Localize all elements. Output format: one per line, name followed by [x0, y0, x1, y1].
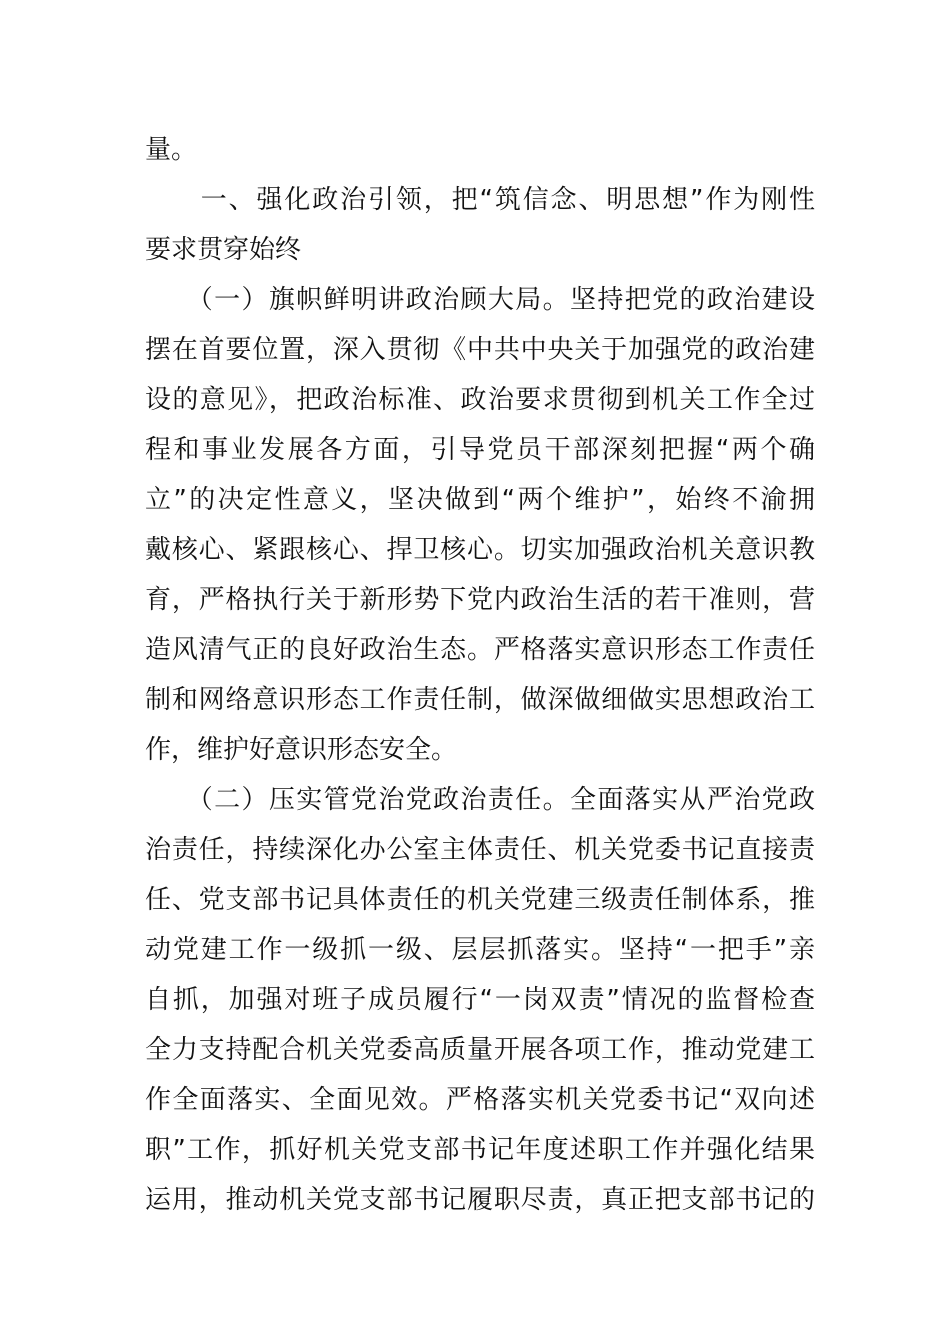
text-line-11: 造风清气正的良好政治生态。严格落实意识形态工作责任	[145, 635, 815, 665]
text-line-12: 制和网络意识形态工作责任制，做深做细做实思想政治工	[145, 685, 815, 715]
text-line-5: 摆在首要位置，深入贯彻《中共中央关于加强党的政治建	[145, 335, 815, 365]
text-line-19: 全力支持配合机关党委高质量开展各项工作，推动党建工	[145, 1035, 815, 1065]
text-line-15: 治责任，持续深化办公室主体责任、机关党委书记直接责	[145, 835, 815, 865]
text-line-2: 一、强化政治引领，把“筑信念、明思想”作为刚性	[145, 185, 815, 215]
text-line-13: 作，维护好意识形态安全。	[145, 735, 458, 765]
text-line-22: 运用，推动机关党支部书记履职尽责，真正把支部书记的	[145, 1185, 815, 1215]
text-line-18: 自抓，加强对班子成员履行“一岗双责”情况的监督检查	[145, 985, 815, 1015]
text-line-14: （二）压实管党治党政治责任。全面落实从严治党政	[145, 785, 815, 815]
text-line-3: 要求贯穿始终	[145, 235, 302, 265]
text-line-6: 设的意见》，把政治标准、政治要求贯彻到机关工作全过	[145, 385, 815, 415]
text-line-10: 育，严格执行关于新形势下党内政治生活的若干准则，营	[145, 585, 815, 615]
text-line-17: 动党建工作一级抓一级、层层抓落实。坚持“一把手”亲	[145, 935, 815, 965]
text-line-21: 职”工作，抓好机关党支部书记年度述职工作并强化结果	[145, 1135, 815, 1165]
text-line-8: 立”的决定性意义，坚决做到“两个维护”，始终不渝拥	[145, 485, 815, 515]
text-line-1: 量。	[145, 135, 198, 165]
text-line-7: 程和事业发展各方面，引导党员干部深刻把握“两个确	[145, 435, 815, 465]
text-line-20: 作全面落实、全面见效。严格落实机关党委书记“双向述	[145, 1085, 815, 1115]
text-line-4: （一）旗帜鲜明讲政治顾大局。坚持把党的政治建设	[145, 285, 815, 315]
text-line-16: 任、党支部书记具体责任的机关党建三级责任制体系，推	[145, 885, 815, 915]
text-line-9: 戴核心、紧跟核心、捍卫核心。切实加强政治机关意识教	[145, 535, 815, 565]
